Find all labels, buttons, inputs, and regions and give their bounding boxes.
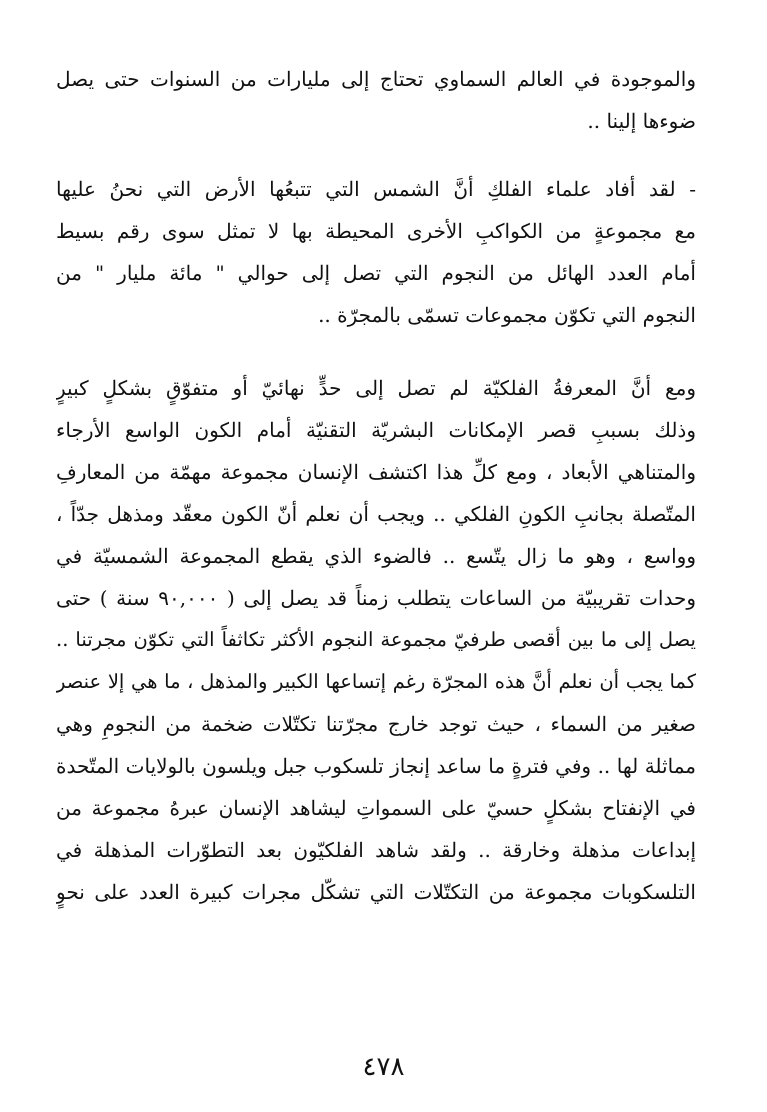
text-line: أمام العدد الهائل من النجوم التي تصل إلى حوالي " مائة مليار " من	[56, 261, 696, 285]
text-line: مماثلة لها .. وفي فترةٍ ما ساعد إنجاز تلسكوب جبل ويلسون بالولايات المتّحدة	[56, 754, 696, 778]
text-line: - لقد أفاد علماء الفلكِ أنَّ الشمس التي تتبعُها الأرض التي نحنُ عليها	[56, 177, 696, 201]
text-line: في الإنفتاح بشكلٍ حسيّ على السمواتِ ليشاهد الإنسان عبرهُ مجموعة من	[56, 796, 696, 820]
paragraph-1	[56, 58, 696, 142]
paragraph-3	[56, 367, 696, 913]
text-line: المتّصلة بجانبِ الكونِ الفلكي .. ويجب أن نعلم أنّ الكون معقّد ومذهل جدّاً ،	[56, 502, 696, 526]
text-line: وواسع ، وهو ما زال يتّسع .. فالضوء الذي يقطع المجموعة الشمسيّة في	[56, 544, 696, 568]
text-line: التلسكوبات مجموعة من التكتّلات التي تشكّل مجرات كبيرة العدد على نحوٍ	[56, 880, 696, 904]
text-line: مع مجموعةٍ من الكواكبِ الأخرى المحيطة بها لا تمثل سوى رقم بسيط	[56, 219, 696, 243]
text-line: والموجودة في العالم السماوي تحتاج إلى مليارات من السنوات حتى يصل	[56, 67, 696, 91]
text-line: إبداعات مذهلة وخارقة .. ولقد شاهد الفلكيّون بعد التطوّرات المذهلة في	[56, 838, 696, 862]
paragraph-2	[56, 168, 696, 336]
text-line: كما يجب أن نعلم أنَّ هذه المجرّة رغم إتساعها الكبير والمذهل ، ما هي إلا عنصر	[56, 670, 696, 693]
text-line: صغير من السماء ، حيث توجد خارج مجرّتنا تكتّلات ضخمة من النجومِ وهي	[56, 712, 696, 736]
text-line: وحدات تقريبيّة من الساعات يتطلب زمناً قد يصل إلى ( ٩٠,٠٠٠ سنة ) حتى	[56, 586, 696, 610]
text-line: ومع أنَّ المعرفةُ الفلكيّة لم تصل إلى حدٍّ نهائيّ أو متفوّقٍ بشكلٍ كبيرٍ	[56, 376, 696, 400]
text-line: والمتناهي الأبعاد ، ومع كلِّ هذا اكتشف الإنسان مجموعة مهمّة من المعارفِ	[56, 460, 696, 484]
text-line: يصل إلى ما بين أقصى طرفيّ مجموعة النجوم الأكثر تكاثفاً التي تكوّن مجرتنا ..	[56, 628, 696, 651]
text-line: النجوم التي تكوّن مجموعات تسمّى بالمجرّة ..	[318, 303, 696, 327]
page-number: ٤٧٨	[362, 1052, 405, 1082]
text-line: وذلك بسببِ قصر الإمكانات البشريّة التقنيّة أمام الكون الواسع الأرجاء	[56, 418, 696, 442]
text-line: ضوءها إلينا ..	[587, 109, 696, 133]
